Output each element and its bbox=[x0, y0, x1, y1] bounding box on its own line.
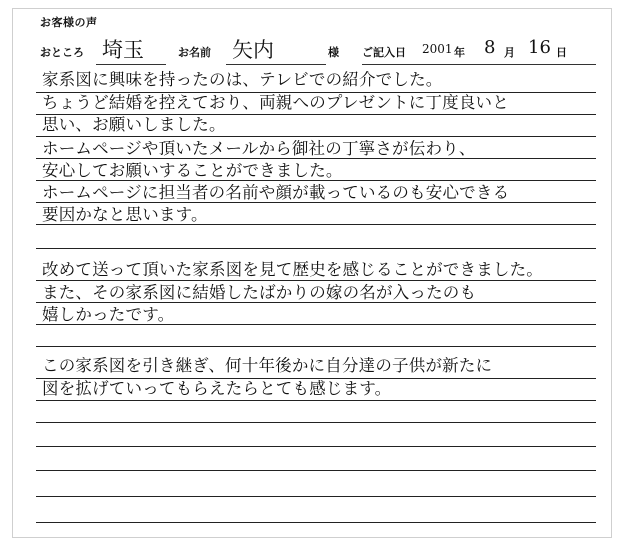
ruled-line bbox=[36, 446, 596, 447]
ruled-line bbox=[36, 522, 596, 523]
honorific: 様 bbox=[328, 46, 339, 59]
margin-tick bbox=[576, 446, 586, 447]
date-month: 8 bbox=[484, 37, 496, 58]
date-month-suffix: 月 bbox=[504, 46, 515, 59]
date-label: ご記入日 bbox=[362, 46, 406, 59]
name-underline bbox=[226, 64, 326, 65]
address-label: おところ bbox=[40, 46, 84, 59]
name-value: 矢内 bbox=[232, 38, 274, 62]
handwritten-line: ちょうど結婚を控えており、両親へのプレゼントに丁度良いと bbox=[42, 93, 509, 112]
form-title: お客様の声 bbox=[40, 16, 98, 29]
handwritten-line: 安心してお願いすることができました。 bbox=[42, 161, 343, 180]
ruled-line bbox=[36, 470, 596, 471]
margin-tick bbox=[576, 496, 586, 497]
handwritten-line: 嬉しかったです。 bbox=[42, 305, 175, 324]
handwritten-line: この家系図を引き継ぎ、何十年後かに自分達の子供が新たに bbox=[42, 356, 493, 375]
handwritten-line: 家系図に興味を持ったのは、テレビでの紹介でした。 bbox=[42, 70, 443, 89]
handwritten-line: 改めて送って頂いた家系図を見て歴史を感じることができました。 bbox=[42, 260, 543, 279]
ruled-line bbox=[36, 346, 596, 347]
header-row bbox=[36, 38, 596, 66]
date-year-suffix: 年 bbox=[454, 46, 465, 59]
ruled-line bbox=[36, 422, 596, 423]
address-value: 埼玉 bbox=[102, 38, 144, 62]
ruled-line bbox=[36, 496, 596, 497]
margin-tick bbox=[576, 470, 586, 471]
name-label: お名前 bbox=[178, 46, 211, 59]
address-underline bbox=[96, 64, 166, 65]
date-day-suffix: 日 bbox=[556, 46, 567, 59]
handwritten-line: 思い、お願いしました。 bbox=[42, 115, 226, 134]
handwritten-line: ホームページや頂いたメールから御社の丁寧さが伝わり、 bbox=[42, 139, 476, 158]
date-day: 16 bbox=[528, 37, 551, 58]
handwritten-line: また、その家系図に結婚したばかりの嫁の名が入ったのも bbox=[42, 283, 477, 302]
handwritten-line: 図を拡げていってもらえたらとても感じます。 bbox=[42, 379, 392, 398]
handwritten-line: 要因かなと思います。 bbox=[42, 205, 208, 224]
date-year: 2001 bbox=[422, 42, 453, 56]
handwritten-line: ホームページに担当者の名前や顔が載っているのも安心できる bbox=[42, 183, 510, 202]
date-underline bbox=[362, 64, 596, 65]
ruled-line bbox=[36, 248, 596, 249]
